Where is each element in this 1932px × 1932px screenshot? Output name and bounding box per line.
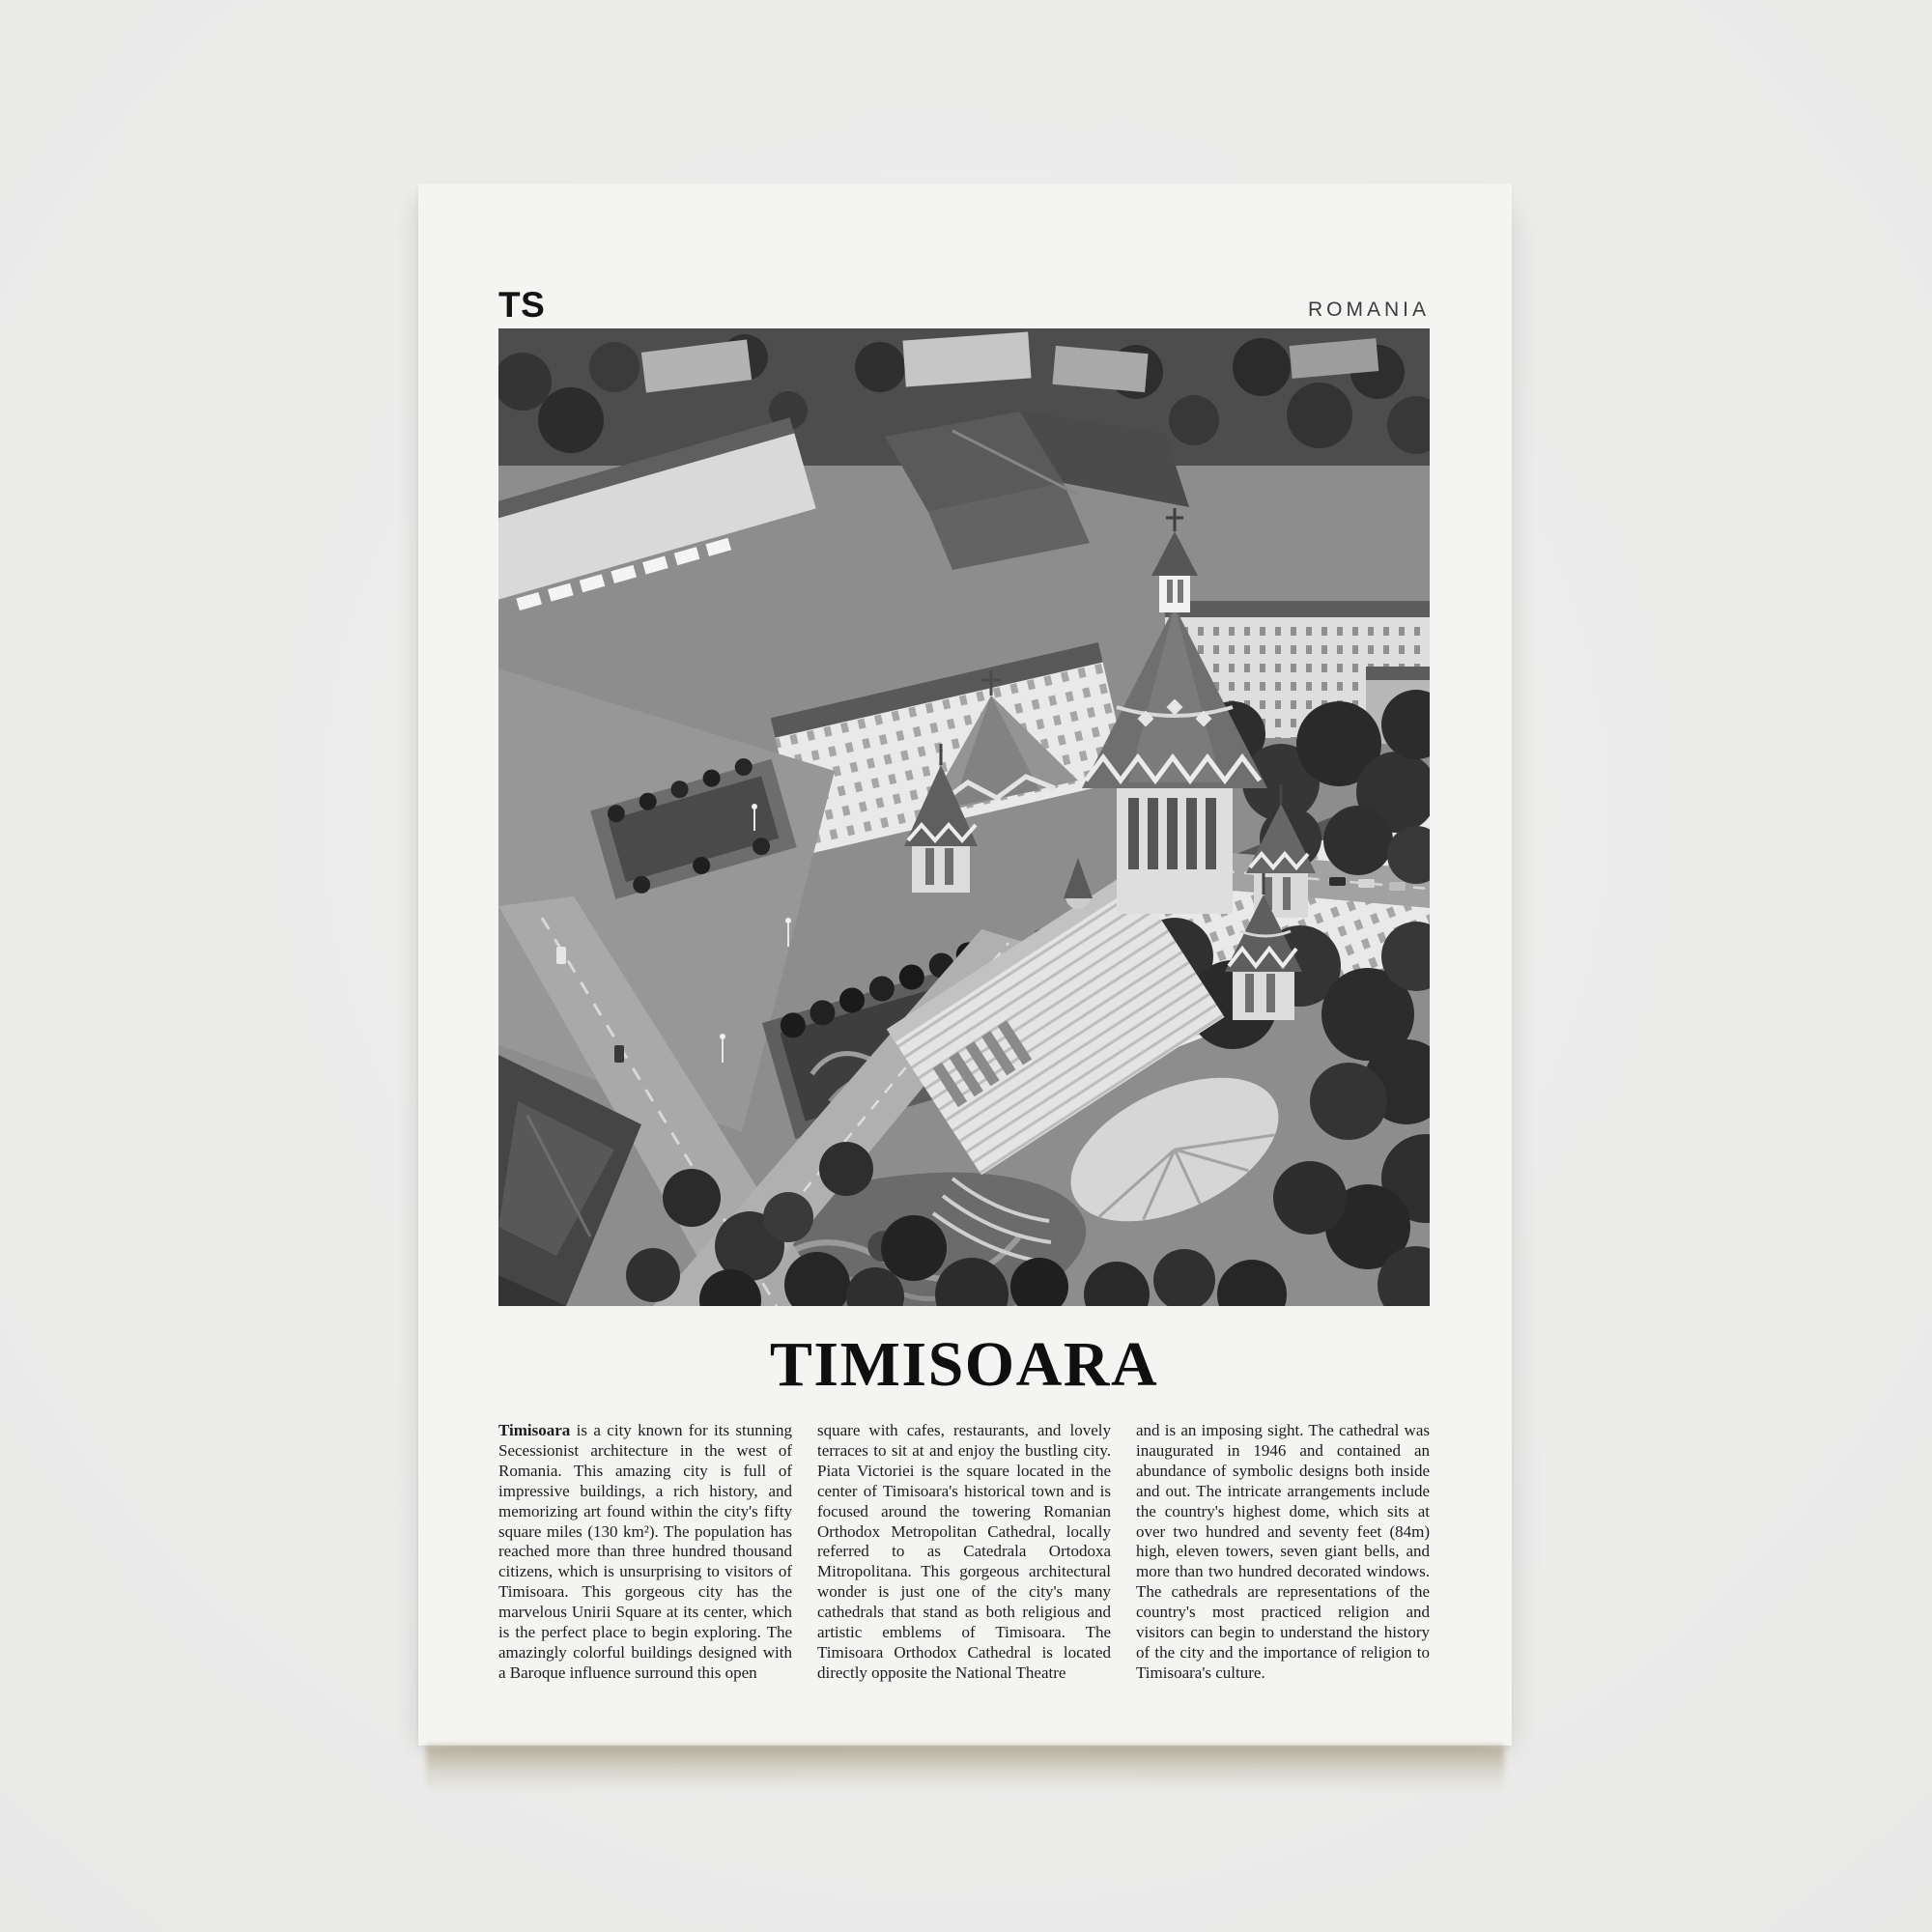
poster-title: TIMISOARA <box>769 1329 1159 1400</box>
article <box>498 1421 1430 1684</box>
poster-header <box>498 184 1430 328</box>
aerial-photo-artwork <box>498 328 1430 1306</box>
city-code-logo: TS <box>498 285 546 326</box>
lead-word: Timisoara <box>498 1421 571 1439</box>
article-column-1 <box>498 1421 792 1684</box>
article-column-3 <box>1136 1421 1430 1684</box>
column-2-text: square with cafes, restaurants, and lovely terraces to sit at and enjoy the bustling city. Piata Victoriei is the square located in the center of Timisoara's historical town and is focused around the towering Romanian Orthodox Metropolitan Cathedral, locally referred to as Catedrala Ortodoxa Mitropolitana. This gorgeous architectural wonder is just one of the city's many cathedrals that stand as both religious and artistic emblems of Timisoara. The Timisoara Orthodox Cathedral is located directly opposite the National Theatre <box>817 1421 1111 1682</box>
travel-poster <box>418 184 1512 1746</box>
column-1-text: is a city known for its stunning Secessionist architecture in the west of Romania. This amazing city is full of impressive buildings, a rich history, and memorizing art found within the city's fifty square miles (130 km²). The population has reached more than three hundred thousand citizens, which is unsurprising to visitors of Timisoara. This gorgeous city has the marvelous Unirii Square at its center, which is the perfect place to begin exploring. The amazingly colorful buildings designed with a Baroque influence surround this open <box>498 1421 792 1682</box>
country-label: ROMANIA <box>1307 298 1430 321</box>
column-3-text: and is an imposing sight. The cathedral was inaugurated in 1946 and contained an abundance of symbolic designs both inside and out. The intricate arrangements include the country's highest dome, which sits at over two hundred and seventy feet (84m) high, eleven towers, seven giant bells, and more than two hundred decorated windows. The cathedrals are representations of the country's most practiced religion and visitors can begin to understand the history of the city and the importance of religion to Timisoara's culture. <box>1136 1421 1430 1682</box>
article-column-2 <box>817 1421 1111 1684</box>
city-photo <box>498 328 1430 1306</box>
